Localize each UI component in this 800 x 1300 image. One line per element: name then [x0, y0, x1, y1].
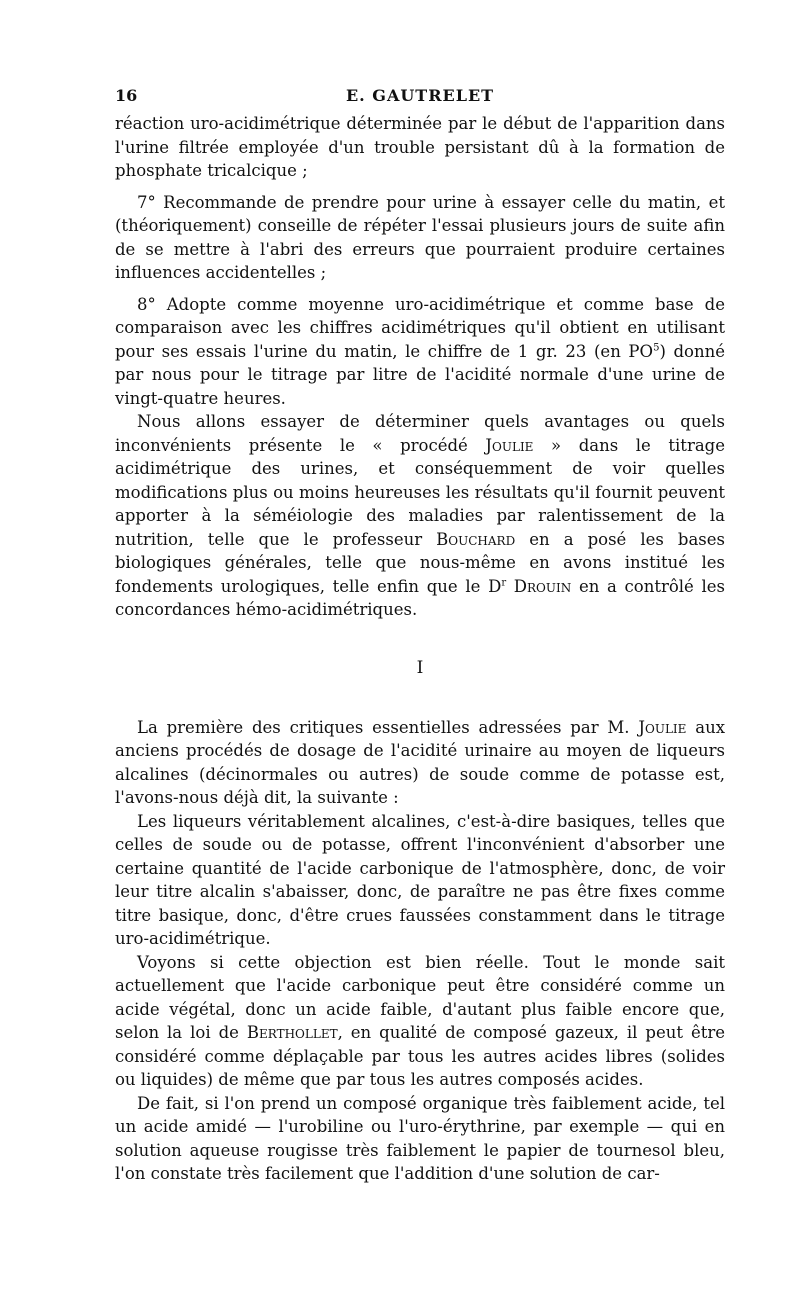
running-title: E. GAUTRELET: [345, 86, 495, 105]
paragraph-continuation: [115, 112, 725, 183]
page-number: 16: [115, 86, 138, 105]
superscript: r: [501, 577, 507, 588]
paragraph-text: en a contrôlé les concordances hémo-acidimétriques.: [115, 576, 726, 619]
section-paragraph-3: [115, 951, 725, 1092]
author-name: Berthollet: [246, 1023, 338, 1042]
paragraph-text: ) donné par nous pour le titrage par litre de l'acidité normale d'une urine de vingt-quatre heures.: [115, 341, 725, 408]
section-paragraph-4: [115, 1092, 725, 1186]
section-paragraph-2: [115, 810, 725, 951]
paragraph-joulie-method: [115, 410, 725, 622]
paragraph-item-7: [115, 191, 725, 285]
author-name: Bouchard: [436, 529, 516, 549]
paragraph-text: Les liqueurs véritablement alcalines, c'est-à-dire basiques, telles que celles de soude ou de potasse, offrent l'inconvénient d'absorber une certaine quantité de l'acide carbonique de l'atmosphère, donc, de voir leur titre alcalin s'abaisser, donc, de paraître ne pas être fixes comme titre basique, donc, d'être crues faussées constamment dans le titrage uro-acidimétrique.: [115, 811, 725, 948]
author-name: Joulie: [485, 435, 534, 455]
section-paragraph-1: [115, 716, 725, 810]
body-text: [115, 112, 725, 1186]
paragraph-item-8: [115, 293, 725, 411]
running-head: [115, 86, 725, 112]
paragraph-text: réaction uro-acidimétrique déterminée par le début de l'apparition dans l'urine filtrée employée d'un trouble persistant dû à la formation de phosphate tricalcique ;: [115, 114, 725, 180]
paragraph-text: en a posé les bases biologiques générales, telle que nous-même en avons institué les fondements urologiques, telle enfin que le D: [115, 529, 726, 596]
author-name: Joulie: [638, 717, 687, 737]
paragraph-text: aux anciens procédés de dosage de l'acidité urinaire au moyen de liqueurs alcalines (décinormales ou autres) de soude comme de potasse est, l'avons-nous déjà dit, la suivante :: [115, 717, 726, 807]
paragraph-text: De fait, si l'on prend un composé organique très faiblement acide, tel un acide amidé — l'urobiline ou l'uro-érythrine, par exemple — qui en solution aqueuse rougisse très faiblement le papier de tournesol bleu, l'on constate très facilement que l'addition d'une solution de car-: [115, 1093, 725, 1183]
paragraph-text: Nous allons essayer de déterminer quels avantages ou quels inconvénients présente le « procédé: [115, 412, 725, 455]
paragraph-text: 7° Recommande de prendre pour urine à essayer celle du matin, et (théoriquement) conseille de répéter l'essai plusieurs jours de suite afin de se mettre à l'abri des erreurs que pourraient produire certaines influences accidentelles ;: [115, 192, 725, 282]
author-name: Drouin: [513, 576, 572, 596]
paragraph-text: La première des critiques essentielles adressées par M.: [137, 717, 639, 737]
book-page: [115, 86, 725, 1186]
paragraph-text: Voyons si cette objection est bien réelle. Tout le monde sait actuellement que l'acide carbonique peut être considéré comme un acide végétal, donc un acide faible, d'autant plus faible encore que, selon la loi de: [115, 952, 725, 1042]
paragraph-text: » dans le titrage acidimétrique des urines, et conséquemment de voir quelles modifications plus ou moins heureuses les résultats qu'il fournit peuvent apporter à la séméiologie des maladies par ralentissement de la nutrition, telle que le professeur: [115, 435, 725, 549]
paragraph-text: , en qualité de composé gazeux, il peut être considéré comme déplaçable par tous les autres acides libres (solides ou liquides) de même que par tous les autres composés acides.: [115, 1023, 725, 1089]
superscript: 5: [653, 342, 660, 353]
paragraph-text: 8° Adopte comme moyenne uro-acidimétrique et comme base de comparaison avec les chiffres acidimétriques qu'il obtient en utilisant pour ses essais l'urine du matin, le chiffre de 1 gr. 23 (en PO: [115, 294, 725, 361]
section-heading: I: [416, 657, 424, 678]
